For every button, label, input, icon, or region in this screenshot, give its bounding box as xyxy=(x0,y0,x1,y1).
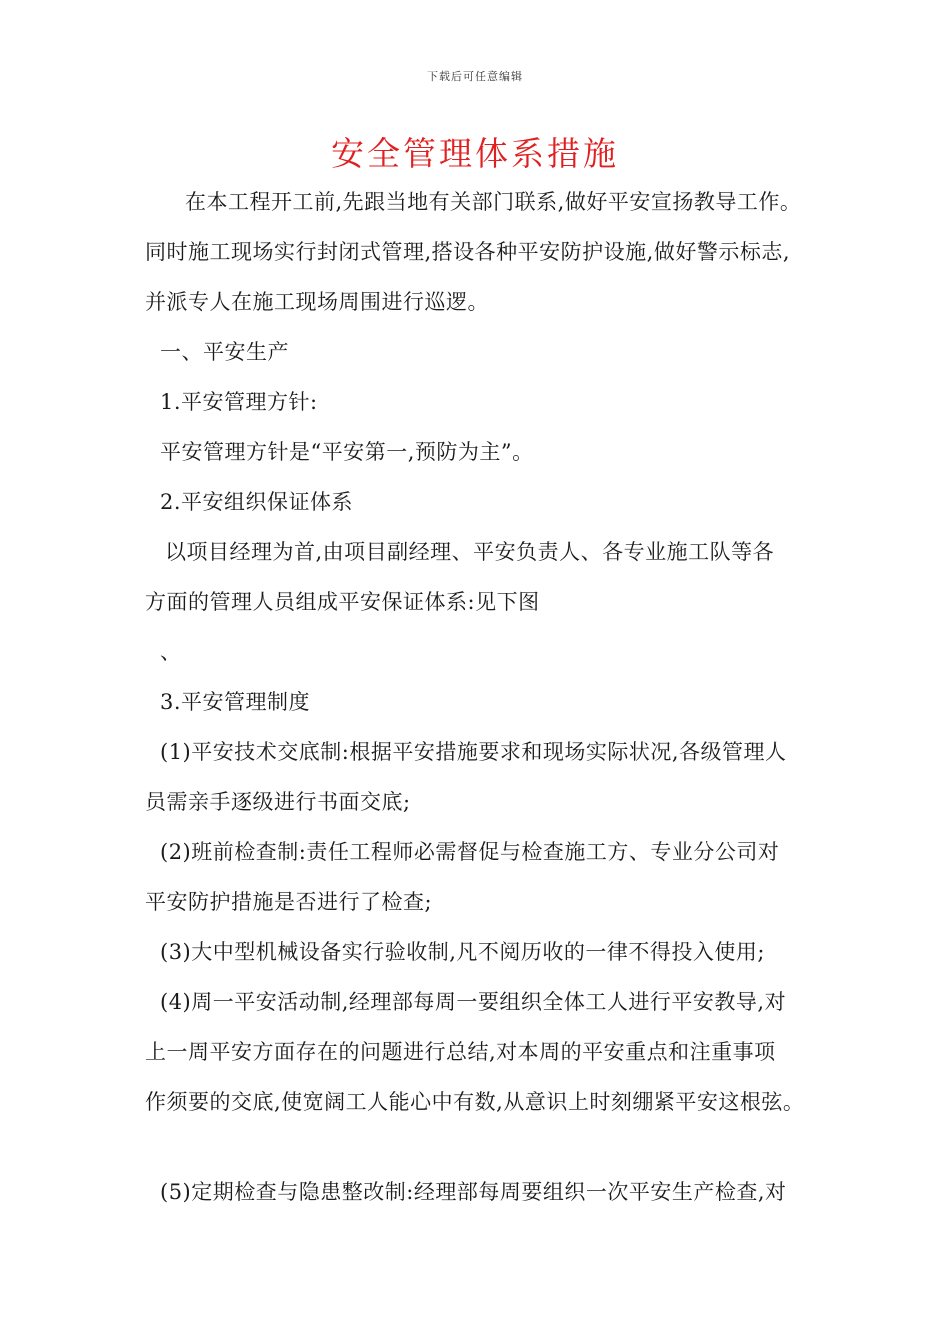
header-note: 下载后可任意编辑 xyxy=(427,70,523,83)
paragraph-line: 并派专人在施工现场周围进行巡逻。 xyxy=(145,290,489,314)
paragraph-line: 员需亲手逐级进行书面交底; xyxy=(145,790,411,814)
paragraph-line: (3)大中型机械设备实行验收制,凡不阅历收的一律不得投入使用; xyxy=(160,940,765,964)
paragraph-line: 、 xyxy=(160,640,182,664)
paragraph-line: 同时施工现场实行封闭式管理,搭设各种平安防护设施,做好警示标志, xyxy=(145,240,791,264)
paragraph-line: 平安防护措施是否进行了检查; xyxy=(145,890,433,914)
paragraph-line: (4)周一平安活动制,经理部每周一要组织全体工人进行平安教导,对 xyxy=(160,990,787,1014)
subsection-heading: 3.平安管理制度 xyxy=(160,690,311,714)
subsection-heading: 2.平安组织保证体系 xyxy=(160,490,354,514)
paragraph-line: (5)定期检查与隐患整改制:经理部每周要组织一次平安生产检查,对 xyxy=(160,1180,787,1204)
paragraph-line: 作须要的交底,使宽阔工人能心中有数,从意识上时刻绷紧平安这根弦。 xyxy=(145,1090,805,1114)
subsection-heading: 1.平安管理方针: xyxy=(160,390,318,414)
document-title: 安全管理体系措施 xyxy=(331,134,619,173)
paragraph-line: 方面的管理人员组成平安保证体系:见下图 xyxy=(145,590,540,614)
paragraph-line: 以项目经理为首,由项目副经理、平安负责人、各专业施工队等各 xyxy=(165,540,775,564)
paragraph-line: 在本工程开工前,先跟当地有关部门联系,做好平安宣扬教导工作。 xyxy=(185,190,802,214)
paragraph-line: (1)平安技术交底制:根据平安措施要求和现场实际状况,各级管理人 xyxy=(160,740,787,764)
paragraph-line: 上一周平安方面存在的问题进行总结,对本周的平安重点和注重事项 xyxy=(145,1040,776,1064)
paragraph-line: 平安管理方针是“平安第一,预防为主”。 xyxy=(160,440,534,464)
paragraph-line: (2)班前检查制:责任工程师必需督促与检查施工方、专业分公司对 xyxy=(160,840,780,864)
section-heading: 一、平安生产 xyxy=(160,340,289,364)
